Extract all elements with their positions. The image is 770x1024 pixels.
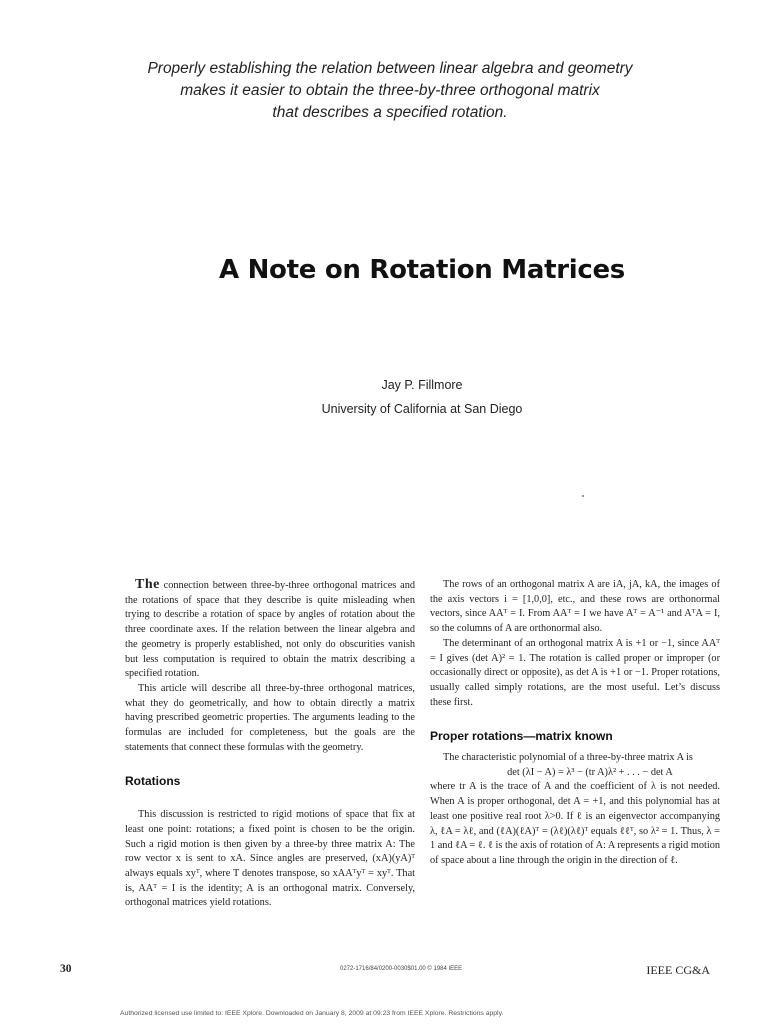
section-heading-proper-rotations: Proper rotations—matrix known bbox=[430, 729, 613, 744]
equation: det (λI − A) = λ³ − (tr A)λ² + . . . − det A bbox=[507, 766, 673, 778]
stray-dot bbox=[582, 495, 584, 497]
intro-text: connection between three-by-three orthogonal matrices and the rotations of space that they describe is quite misleading when trying to describe a rotation of space by angles of rotation about the three coordinate axes. If the relation between the linear algebra and the geometry is properly established, not only do obscurities vanish but less computation is required to obtain the matrix describing a specified rotation. bbox=[125, 580, 415, 680]
section-heading-rotations: Rotations bbox=[125, 774, 181, 789]
body-paragraph: This discussion is restricted to rigid motions of space that fix at least one point: rotations; a fixed point is chosen to be the origin. Such a rigid motion is then given by a three-by three matrix A: The row vector x is sent to xA. Since angles are preserved, (xA)(yA)ᵀ always equals xyᵀ, where T denotes transpose, so xAAᵀyᵀ = xyᵀ. That is, AAᵀ = I is the identity; A is an orthogonal matrix. Conversely, orthogonal matrices yield rotations. bbox=[125, 809, 415, 909]
abstract-line: that describes a specified rotation. bbox=[272, 104, 508, 121]
paper-title: A Note on Rotation Matrices bbox=[219, 255, 625, 285]
abstract-line: Properly establishing the relation between linear algebra and geometry bbox=[147, 60, 633, 77]
body-paragraph: The rows of an orthogonal matrix A are iA, jA, kA, the images of the axis vectors i = [1,0,0], etc., and these rows are orthonormal vectors, since AAᵀ = I. From AAᵀ = I we have Aᵀ = A⁻¹ and AᵀA = I, so the columns of A are orthonormal also. bbox=[430, 579, 720, 635]
author-name: Jay P. Fillmore bbox=[381, 378, 463, 392]
body-paragraph: The characteristic polynomial of a three-by-three matrix A is bbox=[443, 752, 693, 764]
intro-paragraph bbox=[125, 578, 415, 682]
license-notice: Authorized licensed use limited to: IEEE Xplore. Downloaded on January 8, 2009 at 09:23 from IEEE Xplore. Restrictions apply. bbox=[120, 1010, 504, 1017]
page-number: 30 bbox=[60, 963, 72, 975]
copyright-code: 0272-1716/84/0200-0030$01.00 © 1984 IEEE bbox=[340, 966, 463, 972]
body-paragraph: The determinant of an orthogonal matrix A is +1 or −1, since AAᵀ = I gives (det A)² = 1. The rotation is called proper or improper (or occasionally direct or opposite), as det A is +1 or −1. Proper rotations, usually called simply rotations, are the most useful. Let’s discuss these first. bbox=[430, 637, 720, 708]
author-affiliation: University of California at San Diego bbox=[321, 402, 523, 416]
journal-name: IEEE CG&A bbox=[646, 963, 710, 977]
abstract-line: makes it easier to obtain the three-by-three orthogonal matrix bbox=[180, 82, 600, 99]
right-column bbox=[430, 578, 720, 869]
body-paragraph: where tr A is the trace of A and the coefficient of λ is not needed. When A is proper orthogonal, det A = +1, and this polynomial has at least one positive real root λ>0. If ℓ is an eigenvector accompanying λ, ℓA = λℓ, and (ℓA)(ℓA)ᵀ = (λℓ)(λℓ)ᵀ equals ℓℓᵀ, so λ² = 1. Thus, λ = 1 and ℓA = ℓ. ℓ is the axis of rotation of A: A represents a rigid motion of space about a line through the origin in the direction of ℓ. bbox=[430, 781, 721, 866]
dropcap: The bbox=[135, 577, 160, 592]
body-paragraph: This article will describe all three-by-three orthogonal matrices, what they do geometrically, and how to obtain directly a matrix having prescribed geometric properties. The arguments leading to the formulas are included for completeness, but the goals are the statements that connect these formulas with the geometry. bbox=[125, 682, 415, 753]
abstract bbox=[120, 58, 660, 124]
left-column bbox=[125, 578, 415, 911]
